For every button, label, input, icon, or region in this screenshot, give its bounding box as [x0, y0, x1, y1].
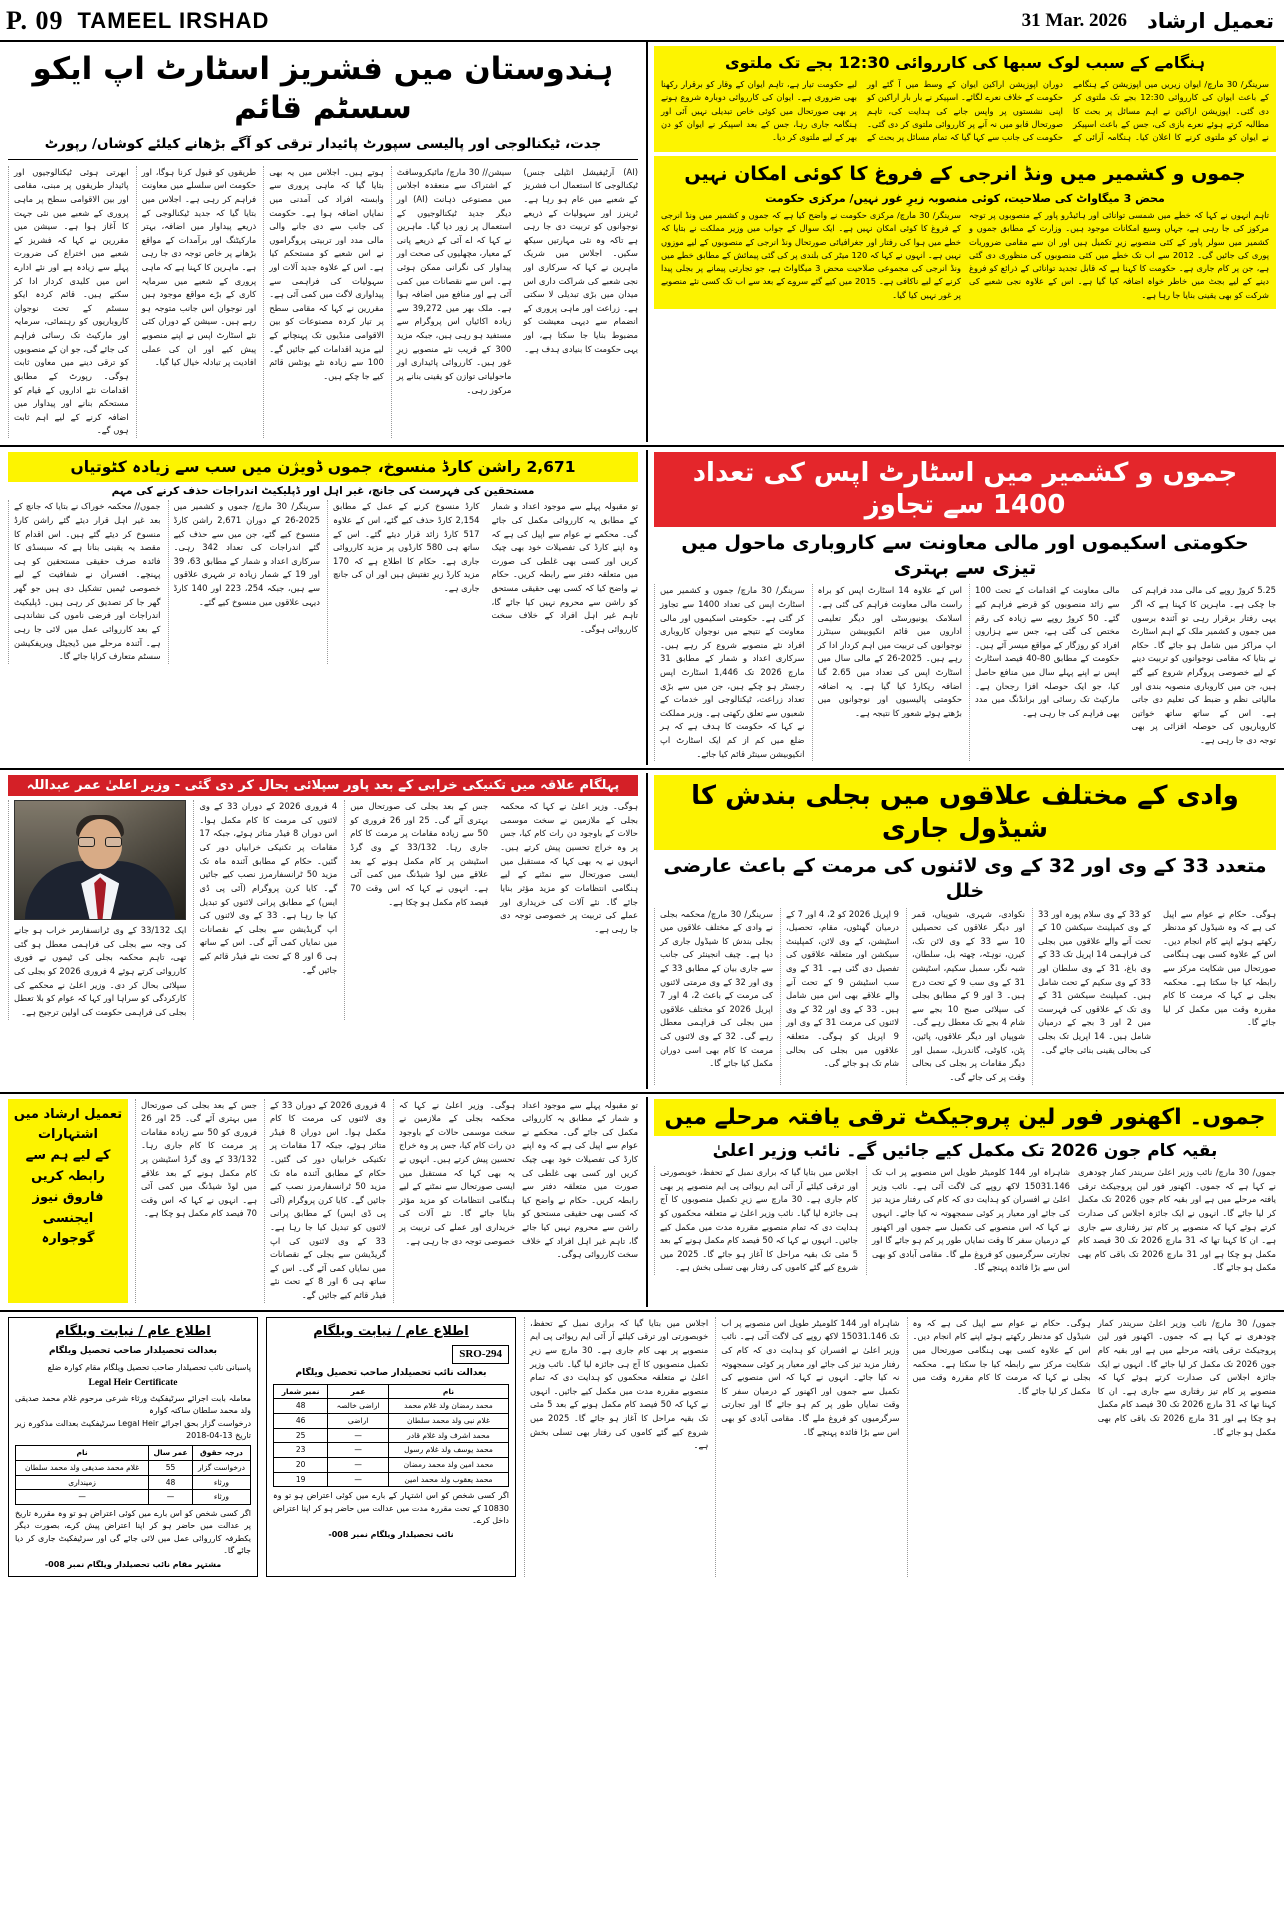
- ration-headline: 2,671 راشن کارڈ منسوخ، جموں ڈویژن میں سب سے زیادہ کٹوتیاں: [70, 457, 576, 476]
- notice-left-line-2: معاملہ بابت اجرائے سرٹیفکیٹ ورثاء شرعی مرحوم غلام محمد صدیقی ولد محمد سلطان ساکنہ کوارہ: [15, 1393, 251, 1416]
- th-age: عمر: [328, 1384, 389, 1399]
- cell-name-3: —: [16, 1490, 149, 1505]
- middle-row: [0, 450, 1284, 765]
- paper-name: TAMEEL IRSHAD: [77, 8, 270, 33]
- lead-col-1: ابھرتی ہوئی ٹیکنالوجیوں اور پائیدار طریقوں پر مبنی، مقامی اور بین الاقوامی سطح پر ماہی پروری کے شعبے میں نئی جہت کا آغاز ہوا ہے۔ سیشن میں مقررین نے کہا کہ فشریز کے شعبے میں اختراع کی ضرورت پہلے سے زیادہ ہے اور نئے ادارے اس میں کلیدی کردار ادا کر سکتے ہیں۔ قائم کردہ ایکو سسٹم کے تحت نوجوان کاروباریوں کو رہنمائی، سرمایہ اور مارکیٹ تک رسائی فراہم کی جائے گی، جو ان کے منصوبوں کو ترقی دینے میں معاون ثابت ہوگی۔ رپورٹ کے مطابق اقدامات نئے اداروں کے قیام کو مستحکم بنانے اور پیداوار میں اضافہ کرنے کے لیے اہم ثابت ہوں گے۔: [8, 166, 129, 438]
- fourlane-col-2: شاہراہ اور 144 کلومیٹر طویل اس منصوبے پر اب تک 15031.146 لاکھ روپے کی لاگت آئی ہے۔ نائب وزیر اعلیٰ نے افسران کو ہدایت دی کہ کام کی رفتار مزید تیز کی جائے اور معیار پر کوئی سمجھوتہ نہ کیا جائے۔ انہوں نے کہا کہ اس منصوبے کی تکمیل سے جموں اور اکھنور کے درمیان سفر کا وقت نمایاں طور پر کم ہو جائے گا اور تجارتی سرگرمیوں کو فروغ ملے گا۔ مقامی آبادی کو بھی اس سے بڑا فائدہ پہنچے گا۔: [866, 1166, 1070, 1275]
- startups-col-3: مالی معاونت کے اقدامات کے تحت 100 سے زائد منصوبوں کو قرضے فراہم کیے گئے۔ 50 کروڑ روپے سے زیادہ کی رقم مختص کی گئی ہے، جس سے ہزاروں افراد کو روزگار کے مواقع میسر آئے ہیں۔ حکومت کے مطابق 80-40 فیصد اسٹارٹ اپس نے اپنے پہلے سال میں منافع حاصل کیا، جو ایک حوصلہ افزا رجحان ہے۔ مارکیٹ تک رسائی اور برانڈنگ میں مدد بھی فراہم کی جا رہی ہے۔: [969, 584, 1120, 761]
- contact-line-1: تعمیل ارشاد میں اشتہارات: [13, 1106, 123, 1143]
- divider-1: [0, 445, 1284, 447]
- table-row: [274, 1399, 509, 1414]
- power-schedule-headline: وادی کے مختلف علاقوں میں بجلی بندش کا شیڈول جاری: [654, 775, 1276, 850]
- bottom-text-columns: [524, 1317, 1276, 1577]
- lead-col-2: طریقوں کو قبول کرنا ہوگا، اور حکومت اس سلسلے میں معاونت فراہم کر رہی ہے۔ اجلاس میں بتایا گیا کہ جدید ٹیکنالوجی کے ذریعے پیداوار میں اضافہ، بہتر مارکیٹنگ اور برآمدات کے مواقع بڑھانے پر خاص توجہ دی جا رہی ہے۔ ماہرین کا کہنا ہے کہ ماہی پروری کے شعبے میں سرمایہ کاری کے بڑے مواقع موجود ہیں اور نوجوان اس جانب متوجہ ہو رہے ہیں۔ سیشن کے دوران کئی نئے اسٹارٹ اپس نے اپنے منصوبے پیش کیے اور ان کی عملی افادیت پر تبادلہ خیال کیا گیا۔: [136, 166, 257, 438]
- loksabha-body: سرینگر/ 30 مارچ/ ایوان زیریں میں اپوزیشن کے ہنگامے کے باعث ایوان کی کارروائی 12:30 بجے تک ملتوی کر دی گئی۔ اپوزیشن اراکین نے اہم مسائل پر بحث کا مطالبہ کرتے ہوئے نعرے بازی کی، جس کے باعث اسپیکر نے ایوان کو ملتوی کرنے کا اعلان کیا۔ ہنگامہ آرائی کے دوران اپوزیشن اراکین ایوان کے وسط میں آ گئے اور حکومت کے خلاف نعرے لگائے۔ اسپیکر نے بار بار اراکین کو اپنی نشستوں پر واپس جانے کی ہدایت کی، تاہم صورتحال قابو میں نہ آنے پر کارروائی ملتوی کر دی گئی۔ حکومت کی جانب سے کہا گیا کہ تمام مسائل پر بحث کے لیے حکومت تیار ہے، تاہم ایوان کے وقار کو برقرار رکھنا بھی ضروری ہے۔ ایوان کی کارروائی دوبارہ شروع ہونے پر بھی صورتحال میں کوئی خاص تبدیلی نہیں آئی اور ہنگامہ جاری رہا، جس کے بعد اسپیکر نے ایوان کو دن بھر کے لیے ملتوی کر دیا۔: [661, 79, 1270, 143]
- power-col-4: ہوگی۔ وزیر اعلیٰ نے کہا کہ محکمہ بجلی کے ملازمین نے سخت موسمی حالات کے باوجود دن رات کام کیا، جس پر وہ خراج تحسین پیش کرتے ہیں۔ انہوں نے یہ بھی کہا کہ مستقبل میں ایسی صورتحال سے نمٹنے کے لیے ہنگامی انتظامات کو مزید مؤثر بنایا جائے گا۔ نئے آلات کی خریداری اور عملے کی تربیت پر خصوصی توجہ دی جا رہی ہے۔: [500, 801, 638, 934]
- cell-serial-2: 46: [274, 1414, 328, 1429]
- bottom-col-3: ہوگی۔ حکام نے عوام سے اپیل کی ہے کہ وہ شیڈول کو مدنظر رکھتے ہوئے اپنے کام انجام دیں۔ اس کے علاوہ کسی بھی ہنگامی صورتحال میں شکایت مرکز سے رابطہ کیا جا سکتا ہے۔ محکمہ بجلی نے کہا کہ مرمت کا کام مقررہ وقت میں مکمل کر لیا جائے گا۔: [907, 1317, 1091, 1577]
- schedule-col-5: ہوگی۔ حکام نے عوام سے اپیل کی ہے کہ وہ شیڈول کو مدنظر رکھتے ہوئے اپنے کام انجام دیں۔ اس کے علاوہ کسی بھی ہنگامی صورتحال میں شکایت مرکز سے رابطہ کیا جا سکتا ہے۔ محکمہ بجلی نے کہا کہ مرمت کا کام مقررہ وقت میں مکمل کر لیا جائے گا۔: [1163, 908, 1276, 1028]
- contact-line-4: گوجوارہ: [41, 1231, 95, 1247]
- power-restored-story: [0, 773, 648, 1088]
- table-row: [274, 1472, 509, 1487]
- fourlane-col-1: اجلاس میں بتایا گیا کہ براری نمبل کے تحفظ، خوبصورتی اور ترقی کیلئے آر آئی ایم ریوائی پی ایم منصوبے پر بھی کام جاری ہے۔ 30 مارچ سے زیرِ تکمیل منصوبوں کا آج ہی جائزہ لیا گیا۔ نائب وزیر اعلیٰ نے متعلقہ محکموں کو ہدایت دی کہ تمام منصوبے مقررہ مدت میں مکمل کیے جائیں۔ انہوں نے کہا کہ 50 فیصد کام مکمل ہونے کے بعد 5 مئی تک بقیہ مراحل کا آغاز ہو جائے گا۔ 2025 میں شروع کیے گئے کاموں کی رفتار بھی تسلی بخش ہے۔: [654, 1166, 858, 1275]
- cell-serial-3: 25: [274, 1428, 328, 1443]
- contact-line-3: فاروق نیوز ایجنسی: [32, 1189, 104, 1226]
- wind-energy-subhead: محض 3 میگاواٹ کی صلاحیت، کوئی منصوبہ زیرِ غور نہیں/ مرکزی حکومت: [765, 192, 1165, 206]
- startups-headline: جموں و کشمیر میں اسٹارٹ اپس کی تعداد 1400 سے تجاوز: [654, 452, 1276, 527]
- lead-story-headline: ہندوستان میں فشریز اسٹارٹ اپ ایکو سسٹم قائم: [32, 51, 614, 126]
- cell-age-1: 55: [149, 1461, 193, 1476]
- wind-energy-headline: جموں و کشمیر میں ونڈ انرجی کے فروغ کا کوئی امکان نہیں: [684, 162, 1246, 185]
- table-header-row: [274, 1384, 509, 1399]
- bottom-col-1: اجلاس میں بتایا گیا کہ براری نمبل کے تحفظ، خوبصورتی اور ترقی کیلئے آر آئی ایم ریوائی پی ایم منصوبے پر بھی کام جاری ہے۔ 30 مارچ سے زیرِ تکمیل منصوبوں کا آج ہی جائزہ لیا گیا۔ نائب وزیر اعلیٰ نے متعلقہ محکموں کو ہدایت دی کہ تمام منصوبے مقررہ مدت میں مکمل کیے جائیں۔ انہوں نے کہا کہ 50 فیصد کام مکمل ہونے کے بعد 5 مئی تک بقیہ مراحل کا آغاز ہو جائے گا۔ 2025 میں شروع کیے گئے کاموں کی رفتار بھی تسلی بخش ہے۔: [524, 1317, 708, 1577]
- startups-subhead: حکومتی اسکیموں اور مالی معاونت سے کاروباری ماحول میں تیزی سے بہتری: [681, 531, 1249, 579]
- cell-age-3: —: [149, 1490, 193, 1505]
- cell-name-3: محمد اشرف ولد غلام قادر: [388, 1428, 508, 1443]
- cell-name-5: محمد امین ولد محمد رمضان: [388, 1457, 508, 1472]
- cell-rights-2: ورثاء: [192, 1475, 250, 1490]
- notice-right-footer: نائب تحصیلدار ویلگام نمبر 008-: [328, 1530, 454, 1540]
- cell-serial-6: 19: [274, 1472, 328, 1487]
- power-col-3: جس کے بعد بجلی کی صورتحال میں بہتری آئے گی۔ 25 اور 26 فروری کو 50 سے زیادہ مقامات پر مرمت کا کام جاری رہا۔ 33/132 کے وی گرڈ اسٹیشن پر کام مکمل ہونے کے بعد علاقے میں لوڈ شیڈنگ میں کمی آئی ہے۔ انہوں نے کہا کہ اس وقت 70 فیصد کام مکمل ہو چکا ہے۔: [344, 800, 488, 1019]
- wind-col-2: تاہم انہوں نے کہا کہ خطے میں شمسی توانائی اور ہائیڈرو پاور کے منصوبوں پر توجہ مرکوز کی جا رہی ہے، جہاں وسیع امکانات موجود ہیں۔ وزارت کے مطابق جموں و کشمیر میں سولر پاور کے کئی منصوبے زیرِ تکمیل ہیں اور ان سے مقامی ضروریات پوری کی جائیں گی۔ 2012 سے اب تک خطے میں کئی منصوبوں کی منظوری دی گئی ہے، جن پر کام جاری ہے۔ حکومت کا کہنا ہے کہ قابل تجدید توانائی کے ذرائع کو فروغ دینے کے لیے بجٹ میں خاطر خواہ اضافہ کیا گیا ہے۔ اس کے علاوہ نجی شعبے کی شرکت کو بھی یقینی بنایا جا رہا ہے۔: [969, 210, 1270, 300]
- third-row: [0, 773, 1284, 1088]
- legal-heir-certificate-label: Legal Heir Certificate: [88, 1378, 178, 1389]
- power-schedule-story: [648, 773, 1282, 1088]
- issue-date: 31 Mar. 2026: [1021, 10, 1127, 31]
- schedule-col-2: 9 اپریل 2026 کو 2، 4 اور 7 کے درمیان گھنٹوں، مقام، تحصیل، اسٹیشن، کے وی لائن، کمپلینٹ سیکشن اور متعلقہ علاقوں کی تفصیل دی گئی ہے۔ 31 کے وی سب اسٹیشن 9 کے تحت آنے والے علاقے بھی اس میں شامل ہیں۔ 33 کے وی اور 32 کے وی لائنوں کی مرمت 31 کے وی اور 9 اپریل کو ہوگی۔ متعلقہ علاقوں میں بجلی کی بحالی شام تک ہو جائے گی۔: [780, 908, 899, 1085]
- schedule-col-4: کو 33 کے وی سلام پورہ اور 33 کے وی کمپلینٹ سیکشن 10 کے تحت آنے والے علاقوں میں بجلی کی فراہمی 14 اپریل تک 33 کے وی باغ، 31 کے وی سلطان اور 33 کے وی سکیم کے تحت شامل ہیں۔ کمپلینٹ سیکشن 31 کے وی تک کے علاقوں کی فہرست میں 2 اور 3 بجے کے درمیان شامل ہیں۔ 14 اپریل تک بجلی کی بحالی یقینی بنائی جائے گی۔: [1032, 908, 1151, 1085]
- notice-left-footer: مشتہر مقام نائب تحصیلدار ویلگام نمبر 008-: [44, 1560, 222, 1570]
- power-col-1: ایک 33/132 کے وی ٹرانسفارمر خراب ہو جانے کی وجہ سے بجلی کی فراہمی معطل ہو گئی تھی، تاہم محکمہ بجلی کی ٹیموں نے فوری کارروائی کرتے ہوئے 4 فروری 2026 کو بجلی کی سپلائی بحال کر دی۔ وزیر اعلیٰ نے محکمے کی کارکردگی کو سراہا اور کہا کہ عوام کو بلا تعطل بجلی کی فراہمی حکومت کی اولین ترجیح ہے۔: [14, 925, 187, 1017]
- th-serial: نمبر شمار: [274, 1384, 328, 1399]
- cell-name-1: غلام محمد صدیقی ولد محمد سلطان: [16, 1461, 149, 1476]
- ration-columns: [8, 500, 638, 663]
- lead-col-5: (AI) آرٹیفیشل انٹیلی جنس) ٹیکنالوجی کا استعمال اب فشریز کے شعبے میں عام ہو رہا ہے۔ ٹرینرز اور سہولیات کے ذریعے نوجوانوں کو تربیت دی جا رہی ہے تاکہ وہ نئی مہارتیں سیکھ سکیں۔ اجلاس میں شریک ماہرین نے کہا کہ سرکاری اور نجی شعبے کی شراکت داری اس میدان میں بڑی تبدیلی لا سکتی ہے۔ زراعت اور ماہی پروری کے انضمام سے دیہی معیشت کو مضبوط بنایا جا سکتا ہے، اور یہی حکومت کا بنیادی ہدف ہے۔: [523, 166, 638, 354]
- legal-heir-notice: [8, 1317, 258, 1577]
- cell-serial-4: 23: [274, 1443, 328, 1458]
- bottom-col-4: جموں/ 30 مارچ/ نائب وزیر اعلیٰ سریندر کمار چودھری نے کہا ہے کہ جموں۔ اکھنور فور لین پروجیکٹ ترقی یافتہ مرحلے میں ہے اور بقیہ کام جون 2026 تک مکمل کر لیا جائے گا۔ انہوں نے ایک جائزہ اجلاس کی صدارت کرتے ہوئے کہا کہ منصوبے پر کام تیز رفتاری سے جاری ہے۔ ان کا کہنا تھا کہ 31 مارچ 2026 تک 30 فیصد کام مکمل ہو چکا ہے اور 31 مارچ 2026 تک باقی کام بھی مکمل ہو جائے گا۔: [1097, 1317, 1276, 1437]
- divider-2: [0, 768, 1284, 770]
- power-cont-col-3: ہوگی۔ وزیر اعلیٰ نے کہا کہ محکمہ بجلی کے ملازمین نے سخت موسمی حالات کے باوجود دن رات کام کیا، جس پر وہ خراج تحسین پیش کرتے ہیں۔ انہوں نے یہ بھی کہا کہ مستقبل میں ایسی صورتحال سے نمٹنے کے لیے ہنگامی انتظامات کو مزید مؤثر بنایا جائے گا۔ نئے آلات کی خریداری اور عملے کی تربیت پر خصوصی توجہ دی جا رہی ہے۔: [393, 1099, 515, 1303]
- startups-col-4: 5.25 کروڑ روپے کی مالی مدد فراہم کی جا چکی ہے۔ ماہرین کا کہنا ہے کہ اگر یہی رفتار برقرار رہی تو آئندہ برسوں میں جموں و کشمیر ملک کے اہم اسٹارٹ اپ مراکز میں شامل ہو جائے گا۔ حکام نے بتایا کہ مقامی نوجوانوں کو تربیت دینے کے لیے خصوصی پروگرام شروع کیے گئے ہیں، جن میں کاروباری منصوبہ بندی اور مالیاتی نظم و ضبط کی تعلیم دی جاتی ہے۔ اس کے ساتھ ساتھ خواتین کاروباریوں کی حوصلہ افزائی پر بھی توجہ دی جا رہی ہے۔: [1131, 585, 1276, 746]
- wind-col-1: سرینگر/ 30 مارچ/ مرکزی حکومت نے واضح کیا ہے کہ جموں و کشمیر میں ونڈ انرجی کے فروغ کا کوئی امکان نہیں ہے۔ ایک سوال کے جواب میں وزیر مملکت نے بتایا کہ خطے میں ہوا کی رفتار اور جغرافیائی صورتحال ونڈ انرجی کے منصوبوں کے لیے موزوں نہیں ہے۔ انہوں نے کہا کہ 120 میٹر کی بلندی پر کی گئی پیمائش کے مطابق خطے میں ونڈ انرجی کی مجموعی صلاحیت محض 3 میگاواٹ ہے، جو تجارتی پیمانے پر بجلی پیدا کرنے کے لیے ناکافی ہے۔ 2015 میں کیے گئے سروے کے بعد سے اب تک کسی نئے منصوبے پر غور نہیں کیا گیا۔: [661, 210, 962, 300]
- notice-right-note: اگر کسی شخص کو اس اشتہار کے بارے میں کوئی اعتراض ہو تو وہ 10830 کے تحت مقررہ مدت میں عدالت میں حاضر ہو کر اپنا اعتراض داخل کرے۔: [273, 1491, 509, 1525]
- power-cont-col-2: 4 فروری 2026 کے دوران 33 کے وی لائنوں کی مرمت کا کام مکمل ہوا۔ اس دوران 8 فیڈر متاثر ہوئے، جبکہ 17 مقامات پر تکنیکی خرابیاں دور کی گئیں۔ حکام کے مطابق آئندہ ماہ تک مزید 50 ٹرانسفارمرز نصب کیے جائیں گے۔ کایا کرن پروگرام (آئی پی ڈی ایس) کے مطابق پرانی لائنوں کو تبدیل کیا جا رہا ہے۔ 33 کے وی لائنوں کی اپ گریڈیشن سے بجلی کے نقصانات میں نمایاں کمی آئے گی۔ اس کے ساتھ ہی 6 اور 8 کے تحت نئے فیڈر قائم کیے جائیں گے۔: [264, 1099, 386, 1303]
- ration-story: [0, 450, 648, 765]
- cell-rights-3: ورثاء: [192, 1490, 250, 1505]
- startups-col-2: اس کے علاوہ 14 اسٹارٹ اپس کو براہ راست مالی معاونت فراہم کی گئی ہے۔ اسلامک یونیورسٹی اور دیگر تعلیمی اداروں میں قائم انکیوبیشن سینٹرز نوجوانوں کی تربیت میں اہم کردار ادا کر رہے ہیں۔ 2025-26 کے مالی سال میں اسٹارٹ اپس کی تعداد میں 2.65 گنا اضافہ ریکارڈ کیا گیا ہے۔ یہ اضافہ حکومتی پالیسیوں اور نوجوانوں میں بڑھتے ہوئے شعور کا نتیجہ ہے۔: [812, 584, 963, 761]
- power-col-2: 4 فروری 2026 کے دوران 33 کے وی لائنوں کی مرمت کا کام مکمل ہوا۔ اس دوران 8 فیڈر متاثر ہوئے، جبکہ 17 مقامات پر تکنیکی خرابیاں دور کی گئیں۔ حکام کے مطابق آئندہ ماہ تک مزید 50 ٹرانسفارمرز نصب کیے جائیں گے۔ کایا کرن پروگرام (آئی پی ڈی ایس) کے مطابق پرانی لائنوں کو تبدیل کیا جا رہا ہے۔ 33 کے وی لائنوں کی اپ گریڈیشن سے بجلی کے نقصانات میں نمایاں کمی آئے گی۔ اس کے ساتھ ہی 6 اور 8 کے تحت نئے فیڈر قائم کیے جائیں گے۔: [193, 800, 337, 1019]
- cell-age-3: —: [328, 1428, 389, 1443]
- notice-left-line-3: درخواست گزار بحق اجرائے Legal Heir سرٹیفکیٹ بعدالت مذکورہ زیر تاریخ 13-04-2018: [15, 1418, 252, 1441]
- sro-notice: [266, 1317, 516, 1577]
- table-row: [274, 1443, 509, 1458]
- sro-table: [273, 1384, 509, 1487]
- fourlane-columns: [654, 1166, 1276, 1275]
- lead-story-columns: [8, 166, 638, 438]
- ration-subline: مستحقین کی فہرست کی جانچ، غیر اہل اور ڈپلیکیٹ اندراجات حذف کرنے کی مہم: [111, 485, 535, 498]
- notice-left-title: اطلاع عام / نیابت ویلگام: [55, 1323, 211, 1339]
- top-row: [0, 42, 1284, 442]
- table-row: [16, 1490, 251, 1505]
- lead-col-4: سیشن// 30 مارچ/ مائیکروسافٹ کے اشتراک سے منعقدہ اجلاس میں مصنوعی ذہانت (AI) اور دیگر جدید ٹیکنالوجیوں کے استعمال پر زور دیا گیا۔ ماہرین نے کہا کہ اے آئی کے ذریعے پانی کے معیار، مچھلیوں کی صحت اور پیداوار کی نگرانی ممکن ہوئی ہے۔ اس سے نقصانات میں کمی آئی ہے اور منافع میں اضافہ ہوا ہے۔ ملک بھر میں 39,272 سے زیادہ اکائیاں اس پروگرام سے مستفید ہو رہی ہیں، جبکہ مزید 300 کے قریب نئے منصوبے زیرِ غور ہیں۔ کارروائی پائیداری اور ماحولیاتی توازن کو یقینی بنانے پر مرکوز رہی۔: [391, 166, 512, 438]
- table-row: [274, 1414, 509, 1429]
- cell-age-1: اراضی خالصہ: [328, 1399, 389, 1414]
- wind-energy-story: [654, 156, 1276, 309]
- fourlane-col-3: جموں/ 30 مارچ/ نائب وزیر اعلیٰ سریندر کمار چودھری نے کہا ہے کہ جموں۔ اکھنور فور لین پروجیکٹ ترقی یافتہ مرحلے میں ہے اور بقیہ کام جون 2026 تک مکمل کر لیا جائے گا۔ انہوں نے ایک جائزہ اجلاس کی صدارت کرتے ہوئے کہا کہ منصوبے پر کام تیز رفتاری سے جاری ہے۔ ان کا کہنا تھا کہ 31 مارچ 2026 تک 30 فیصد کام مکمل ہو چکا ہے اور 31 مارچ 2026 تک باقی کام بھی مکمل ہو جائے گا۔: [1078, 1167, 1276, 1273]
- table-row: [274, 1428, 509, 1443]
- divider-3: [0, 1092, 1284, 1094]
- cell-serial-5: 20: [274, 1457, 328, 1472]
- divider-4: [0, 1310, 1284, 1312]
- cell-name-2: زمینداری: [16, 1475, 149, 1490]
- notice-left-subtitle: بعدالت تحصیلدار صاحب تحصیل ویلگام: [48, 1345, 218, 1356]
- cm-photo-wrap: [8, 800, 186, 1019]
- paper-logo-urdu: تعمیل ارشاد: [1146, 9, 1274, 33]
- loksabha-story: [654, 46, 1276, 152]
- cell-age-2: 48: [149, 1475, 193, 1490]
- contact-line-2: کے لیے ہم سے رابطہ کریں: [25, 1148, 111, 1184]
- startups-columns: [654, 584, 1276, 761]
- ration-col-4: تو مقبولہ پہلے سے موجود اعداد و شمار کے مطابق یہ کارروائی مکمل کی جائے گی۔ محکمے نے عوام سے اپیل کی ہے کہ وہ اپنے کارڈ کی تفصیلات خود بھی چیک کریں اور کسی بھی غلطی کی صورت میں متعلقہ دفتر سے رابطہ کریں۔ حکام نے واضح کیا کہ کسی بھی حقیقی مستحق کو راشن سے محروم نہیں کیا جائے گا، تاہم غیر اہل افراد کے خلاف سخت کارروائی ہوگی۔: [491, 501, 638, 634]
- right-top-column: [648, 42, 1282, 442]
- cell-name-6: محمد یعقوب ولد محمد امین: [388, 1472, 508, 1487]
- th-name: نام: [16, 1446, 149, 1461]
- schedule-col-1: سرینگر/ 30 مارچ/ محکمہ بجلی نے وادی کے مختلف علاقوں میں بجلی بندش کا شیڈول جاری کر دیا ہے۔ چیف انجینئر کی جانب سے جاری بیان کے مطابق 33 کے وی اور 32 کے وی مرمتی لائنوں کی مرمت کے باعث 2، 4 اور 7 اپریل 2026 کو مختلف علاقوں میں بجلی کی فراہمی معطل رہے گی۔ 32 کے وی لائنوں کی مرمت کا کام بھی اسی دوران مکمل کیا جائے گا۔: [654, 908, 773, 1085]
- legal-heir-table: [15, 1445, 251, 1505]
- th-name: نام: [388, 1384, 508, 1399]
- cm-photo: [14, 800, 186, 920]
- cell-serial-1: 48: [274, 1399, 328, 1414]
- fourth-row: [0, 1097, 1284, 1307]
- lead-story-subhead: جدت، ٹیکنالوجی اور پالیسی سپورٹ پائیدار ترقی کو آگے بڑھانے کیلئے کوشاں/ رپورٹ: [8, 134, 638, 160]
- startups-col-1: سرینگر/ 30 مارچ/ جموں و کشمیر میں اسٹارٹ اپس کی تعداد 1400 سے تجاوز کر گئی ہے۔ حکومتی اسکیموں اور مالی معاونت کے نتیجے میں نوجوان کاروباری افراد نئے منصوبے شروع کر رہے ہیں۔ سرکاری اعداد و شمار کے مطابق 31 مارچ 2026 تک 1,446 اسٹارٹ اپس رجسٹر ہو چکے ہیں، جن میں سے بڑی تعداد زراعت، ٹیکنالوجی اور خدمات کے شعبوں سے تعلق رکھتی ہے۔ وزیر مملکت نے کہا کہ حکومت کا ہدف ہے کہ ہر ضلع میں کم از کم ایک اسٹارٹ اپ انکیوبیشن سینٹر قائم کیا جائے۔: [654, 584, 805, 761]
- cell-name-4: محمد یوسف ولد غلام رسول: [388, 1443, 508, 1458]
- ration-col-1: جموں// محکمہ خوراک نے بتایا کہ جانچ کے بعد غیر اہل قرار دیئے گئے راشن کارڈ منسوخ کر دیئے گئے ہیں۔ اس اقدام کا مقصد یہ یقینی بنانا ہے کہ سبسڈی کا فائدہ صرف حقیقی مستحقین کو ہی پہنچے۔ افسران نے شفافیت کے لیے خصوصی ٹیمیں تشکیل دی ہیں جو گھر گھر جا کر تصدیق کر رہی ہیں۔ ڈپلیکیٹ اندراجات اور فرضی ناموں کی نشاندہی کے بعد کارروائی عمل میں لائی جا رہی ہے۔ آئندہ مرحلے میں ڈیجیٹل ویریفکیشن سسٹم متعارف کرایا جائے گا۔: [8, 500, 161, 663]
- glasses-icon: [78, 837, 122, 847]
- power-schedule-columns: [654, 908, 1276, 1085]
- table-header-row: [16, 1446, 251, 1461]
- cell-age-2: اراضی: [328, 1414, 389, 1429]
- power-restored-columns: [8, 800, 638, 1019]
- power-schedule-subhead: متعدد 33 کے وی اور 32 کے وی لائنوں کی مرمت کے باعث عارضی خلل: [663, 855, 1267, 902]
- startups-story: [648, 450, 1282, 765]
- schedule-col-3: نکوادی، شہری، شوپیاں، قمر اور دیگر علاقوں کی تحصیلیں 10 سے 33 کے وی لائن تک، کیرن، نوہٹہ، چھتہ بل، سلطان، شبہ نگر، سمبل سکیم، اسٹیشن 31 کے وی سب 9 کے تحت درج ہیں۔ 3 اور 9 کے مطابق بجلی کی سپلائی صبح 10 بجے سے شام 4 بجے تک معطل رہے گی۔ شوپیاں اور دیگر علاقوں، پائین، پٹن، کاوٹی، گاندربل، سمبل اور دیگر مقامات پر بجلی کی بحالی وقت پر کی جائے گی۔: [906, 908, 1025, 1085]
- lead-col-3: ہوتے ہیں۔ اجلاس میں یہ بھی بتایا گیا کہ ماہی پروری سے وابستہ افراد کی آمدنی میں نمایاں اضافہ ہوا ہے۔ حکومت کی جانب سے دی جانے والی مالی مدد اور تربیتی پروگراموں نے اس شعبے کو مستحکم کیا ہے۔ اس کے علاوہ جدید آلات اور سہولیات کی فراہمی سے پیداواری لاگت میں کمی آئی ہے۔ مقررین نے کہا کہ مقامی سطح پر تیار کردہ مصنوعات کو بین الاقوامی منڈیوں تک پہنچانے کے لیے مزید اقدامات کیے جائیں گے۔ 100 سے زیادہ نئے یونٹس قائم کیے جا چکے ہیں۔: [263, 166, 384, 438]
- masthead: [0, 0, 1284, 42]
- sro-number: SRO-294: [452, 1345, 509, 1364]
- cell-name-1: محمد رمضان ولد غلام محمد: [388, 1399, 508, 1414]
- power-cont-col-4: تو مقبولہ پہلے سے موجود اعداد و شمار کے مطابق یہ کارروائی مکمل کی جائے گی۔ محکمے نے عوام سے اپیل کی ہے کہ وہ اپنے کارڈ کی تفصیلات خود بھی چیک کریں اور کسی بھی غلطی کی صورت میں متعلقہ دفتر سے رابطہ کریں۔ حکام نے واضح کیا کہ کسی بھی حقیقی مستحق کو راشن سے محروم نہیں کیا جائے گا، تاہم غیر اہل افراد کے خلاف سخت کارروائی ہوگی۔: [522, 1099, 638, 1260]
- ration-headline-box: [8, 452, 638, 482]
- table-row: [16, 1461, 251, 1476]
- cell-name-2: غلام نبی ولد محمد سلطان: [388, 1414, 508, 1429]
- cell-age-5: —: [328, 1457, 389, 1472]
- lead-story: [0, 42, 648, 442]
- notice-left-line-4: اگر کسی شخص کو اس بارے میں کوئی اعتراض ہو تو وہ مقررہ تاریخ پر عدالت میں حاضر ہو کر اپنا اعتراض پیش کرے، بصورت دیگر یکطرفہ کارروائی عمل میں لائی جائے گی اور سرٹیفکیٹ جاری کر دیا جائے گا۔: [15, 1508, 251, 1556]
- wind-energy-columns: [661, 209, 1269, 302]
- page-number-badge: P. 09: [6, 6, 64, 35]
- fourlane-subhead: بقیہ کام جون 2026 تک مکمل کیے جائیں گے۔ نائب وزیر اعلیٰ: [712, 1141, 1218, 1162]
- power-restored-headline: پہلگام علاقہ میں تکنیکی خرابی کے بعد پاور سپلائی بحال کر دی گئی - وزیر اعلیٰ عمر عبداللہ: [8, 775, 638, 796]
- fourlane-headline: جموں۔ اکھنور فور لین پروجیکٹ ترقی یافتہ مرحلے میں: [654, 1099, 1276, 1137]
- loksabha-headline: ہنگامے کے سبب لوک سبھا کی کارروائی 12:30 بجے تک ملتوی: [724, 53, 1206, 72]
- advert-contact-box[interactable]: [8, 1099, 128, 1303]
- public-notices-row: [0, 1315, 1284, 1583]
- power-continuation: [0, 1097, 648, 1307]
- th-age: عمر سال: [149, 1446, 193, 1461]
- notice-right-title: اطلاع عام / نیابت ویلگام: [313, 1323, 469, 1339]
- notice-left-line-1: پاسبانی نائب تحصیلدار صاحب تحصیل ویلگام مقام کوارہ ضلع: [47, 1362, 251, 1372]
- ration-col-3: کارڈ منسوخ کرنے کے عمل کے مطابق 2,154 کارڈ حذف کیے گئے، اس کے علاوہ 517 کارڈ زائد قرار دیئے گئے۔ اس کے ساتھ ہی 580 کارڈوں پر مزید کارروائی جاری ہے۔ حکام کا اطلاع ہے کہ 170 مزید کارڈ زیرِ تفتیش ہیں اور ان کی جانچ جاری ہے۔: [327, 500, 480, 663]
- table-row: [16, 1475, 251, 1490]
- table-row: [274, 1457, 509, 1472]
- notice-right-subtitle: بعدالت نائب تحصیلدار صاحب تحصیل ویلگام: [295, 1367, 487, 1378]
- ration-col-2: سرینگر/ 30 مارچ/ جموں و کشمیر میں 2025-26 کے دوران 2,671 راشن کارڈ منسوخ کیے گئے، جن میں سے حذف کیے گئے اندراجات کی تعداد 342 رہی۔ سرکاری اعداد و شمار کے مطابق 63، 39 اور 19 کے شمار زیادہ تر شہری علاقوں سے ہیں، جبکہ 254، 223 اور 140 کارڈ دیہی علاقوں میں منسوخ کیے گئے۔: [168, 500, 321, 663]
- cell-rights-1: درخواست گزار: [192, 1461, 250, 1476]
- bottom-col-2: شاہراہ اور 144 کلومیٹر طویل اس منصوبے پر اب تک 15031.146 لاکھ روپے کی لاگت آئی ہے۔ نائب وزیر اعلیٰ نے افسران کو ہدایت دی کہ کام کی رفتار مزید تیز کی جائے اور معیار پر کوئی سمجھوتہ نہ کیا جائے۔ انہوں نے کہا کہ اس منصوبے کی تکمیل سے جموں اور اکھنور کے درمیان سفر کا وقت نمایاں طور پر کم ہو جائے گا اور تجارتی سرگرمیوں کو فروغ ملے گا۔ مقامی آبادی کو بھی اس سے بڑا فائدہ پہنچے گا۔: [715, 1317, 899, 1577]
- cell-age-4: —: [328, 1443, 389, 1458]
- power-cont-col-1: جس کے بعد بجلی کی صورتحال میں بہتری آئے گی۔ 25 اور 26 فروری کو 50 سے زیادہ مقامات پر مرمت کا کام جاری رہا۔ 33/132 کے وی گرڈ اسٹیشن پر کام مکمل ہونے کے بعد علاقے میں لوڈ شیڈنگ میں کمی آئی ہے۔ انہوں نے کہا کہ اس وقت 70 فیصد کام مکمل ہو چکا ہے۔: [135, 1099, 257, 1303]
- cell-age-6: —: [328, 1472, 389, 1487]
- fourlane-story: [648, 1097, 1282, 1307]
- th-rights: درجہ حقوق: [192, 1446, 250, 1461]
